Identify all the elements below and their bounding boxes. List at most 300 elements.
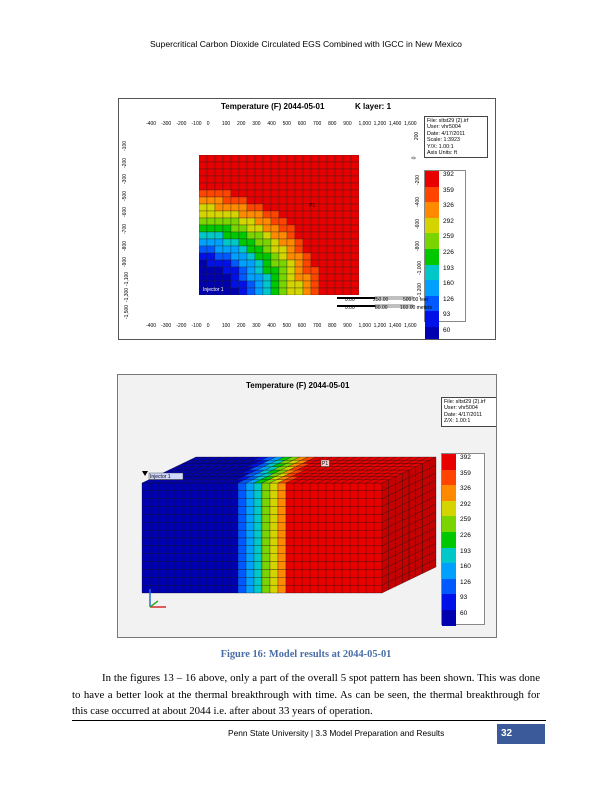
grid-cell	[231, 155, 239, 162]
front-face-cell	[142, 491, 150, 499]
front-face-cell	[366, 522, 374, 530]
grid-cell	[327, 232, 335, 239]
grid-cell	[311, 232, 319, 239]
grid-cell	[335, 183, 343, 190]
grid-cell	[335, 197, 343, 204]
grid-cell	[335, 176, 343, 183]
front-face-cell	[182, 507, 190, 515]
grid-cell	[319, 225, 327, 232]
front-face-cell	[334, 483, 342, 491]
front-face-cell	[278, 514, 286, 522]
x-tick-label: 1,200	[373, 323, 387, 329]
grid-cell	[351, 239, 359, 246]
grid-cell	[271, 246, 279, 253]
front-face-cell	[278, 522, 286, 530]
grid-cell	[295, 190, 303, 197]
grid-cell	[295, 169, 303, 176]
grid-cell	[319, 218, 327, 225]
front-face-cell	[214, 546, 222, 554]
front-face-cell	[342, 585, 350, 593]
grid-cell	[343, 288, 351, 295]
front-face-cell	[238, 483, 246, 491]
grid-cell	[231, 232, 239, 239]
front-face-cell	[182, 554, 190, 562]
grid-cell	[311, 155, 319, 162]
grid-cell	[335, 260, 343, 267]
grid-cell	[239, 176, 247, 183]
front-face-cell	[310, 530, 318, 538]
grid-cell	[295, 246, 303, 253]
grid-cell	[303, 211, 311, 218]
front-face-cell	[342, 546, 350, 554]
grid-cell	[327, 169, 335, 176]
grid-cell	[279, 253, 287, 260]
front-face-cell	[294, 554, 302, 562]
front-face-cell	[286, 499, 294, 507]
grid-cell	[343, 204, 351, 211]
front-face-cell	[278, 569, 286, 577]
front-face-cell	[342, 514, 350, 522]
y-tick-label: -1,000	[417, 260, 424, 276]
grid-cell	[231, 225, 239, 232]
grid-cell	[287, 176, 295, 183]
grid-cell	[255, 246, 263, 253]
layer-label: K layer: 1	[355, 102, 392, 111]
x-tick-label: 0	[206, 323, 210, 329]
front-face-cell	[246, 577, 254, 585]
x-tick-label: -400	[146, 323, 157, 329]
grid-cell	[199, 169, 207, 176]
grid-cell	[207, 183, 215, 190]
grid-cell	[311, 169, 319, 176]
grid-cell	[287, 155, 295, 162]
grid-cell	[343, 162, 351, 169]
x-tick-label: 200	[237, 121, 246, 127]
grid-cell	[271, 274, 279, 281]
grid-cell	[223, 288, 231, 295]
legend-swatch	[425, 265, 439, 281]
grid-cell	[223, 162, 231, 169]
front-face-cell	[270, 507, 278, 515]
injector-label-3d: Injector 1	[150, 474, 171, 480]
front-face-cell	[222, 569, 230, 577]
grid-cell	[263, 274, 271, 281]
grid-cell	[215, 239, 223, 246]
front-face-cell	[350, 507, 358, 515]
grid-cell	[343, 274, 351, 281]
grid-cell	[287, 183, 295, 190]
x-tick-label: 500	[282, 121, 291, 127]
front-face-cell	[318, 483, 326, 491]
grid-cell	[287, 162, 295, 169]
front-face-cell	[326, 499, 334, 507]
front-face-cell	[366, 562, 374, 570]
front-face-cell	[318, 577, 326, 585]
grid-cell	[311, 267, 319, 274]
y-tick-label: -100	[122, 140, 129, 152]
grid-cell	[335, 274, 343, 281]
front-face-cell	[206, 522, 214, 530]
front-face-cell	[214, 577, 222, 585]
front-face-cell	[262, 499, 270, 507]
legend-label: 392	[443, 171, 454, 178]
x-tick-label: 1,600	[404, 121, 417, 127]
front-face-cell	[326, 569, 334, 577]
front-face-cell	[342, 483, 350, 491]
front-face-cell	[150, 491, 158, 499]
front-face-cell	[158, 483, 166, 491]
front-face-cell	[326, 585, 334, 593]
scale-label-0m: 0.00	[345, 305, 355, 311]
front-face-cell	[150, 562, 158, 570]
scale-label-500ft: 500.00 feet	[403, 297, 429, 303]
front-face-cell	[294, 514, 302, 522]
grid-cell	[215, 183, 223, 190]
front-face-cell	[246, 538, 254, 546]
grid-cell	[207, 225, 215, 232]
grid-cell	[247, 176, 255, 183]
grid-cell	[279, 197, 287, 204]
grid-cell	[287, 246, 295, 253]
front-face-cell	[230, 585, 238, 593]
front-face-cell	[310, 522, 318, 530]
grid-cell	[207, 218, 215, 225]
grid-cell	[207, 267, 215, 274]
front-face-cell	[214, 585, 222, 593]
grid-cell	[263, 155, 271, 162]
legend-3d-label: 359	[460, 469, 471, 477]
grid-cell	[231, 190, 239, 197]
grid-cell	[303, 281, 311, 288]
front-face-cell	[142, 483, 150, 491]
front-face-cell	[238, 585, 246, 593]
grid-cell	[351, 281, 359, 288]
grid-cell	[239, 288, 247, 295]
front-face-cell	[294, 538, 302, 546]
x-tick-label: 700	[312, 323, 322, 329]
front-face-cell	[342, 538, 350, 546]
front-face-cell	[366, 530, 374, 538]
front-face-cell	[150, 522, 158, 530]
grid-cell	[199, 246, 207, 253]
front-face-cell	[318, 522, 326, 530]
front-face-cell	[374, 562, 382, 570]
front-face-cell	[142, 507, 150, 515]
grid-cell	[263, 204, 271, 211]
legend-label: 226	[443, 248, 454, 256]
grid-cell	[287, 267, 295, 274]
front-face-cell	[222, 562, 230, 570]
front-face-cell	[294, 530, 302, 538]
grid-cell	[303, 155, 311, 162]
front-face-cell	[366, 538, 374, 546]
front-face-cell	[326, 562, 334, 570]
grid-cell	[311, 218, 319, 225]
front-face-cell	[238, 577, 246, 585]
grid-cell	[327, 211, 335, 218]
grid-cell	[207, 197, 215, 204]
front-face-cell	[318, 530, 326, 538]
grid-cell	[247, 204, 255, 211]
grid-cell	[239, 232, 247, 239]
front-face-cell	[174, 554, 182, 562]
x-tick-label: 400	[267, 121, 276, 127]
x-tick-label: -100	[191, 121, 202, 127]
front-face-cell	[230, 507, 238, 515]
grid-cell	[223, 190, 231, 197]
legend-swatch	[425, 280, 439, 296]
front-face-cell	[262, 562, 270, 570]
grid-cell	[351, 155, 359, 162]
front-face-cell	[190, 577, 198, 585]
front-face-cell	[190, 538, 198, 546]
front-face-cell	[278, 530, 286, 538]
grid-cell	[351, 218, 359, 225]
x-tick-label: 100	[221, 323, 231, 329]
front-face-cell	[278, 538, 286, 546]
front-face-cell	[230, 483, 238, 491]
front-face-cell	[358, 562, 366, 570]
front-face-cell	[350, 569, 358, 577]
grid-cell	[287, 197, 295, 204]
front-face-cell	[262, 585, 270, 593]
grid-cell	[223, 253, 231, 260]
grid-cell	[215, 155, 223, 162]
x-tick-label: 400	[267, 323, 276, 329]
front-face-cell	[174, 546, 182, 554]
grid-cell	[215, 253, 223, 260]
info-3d-line: Z/X: 1.00:1	[444, 418, 471, 425]
front-face-cell	[310, 514, 318, 522]
grid-cell	[279, 162, 287, 169]
front-face-cell	[222, 522, 230, 530]
grid-cell	[335, 267, 343, 274]
front-face-cell	[286, 562, 294, 570]
front-face-cell	[150, 546, 158, 554]
grid-cell	[255, 225, 263, 232]
front-face-cell	[310, 491, 318, 499]
grid-cell	[319, 211, 327, 218]
grid-cell	[295, 274, 303, 281]
grid-cell	[335, 281, 343, 288]
grid-cell	[231, 246, 239, 253]
front-face-cell	[214, 522, 222, 530]
front-face-cell	[334, 491, 342, 499]
grid-cell	[335, 169, 343, 176]
grid-cell	[199, 218, 207, 225]
grid-cell	[327, 176, 335, 183]
front-face-cell	[278, 577, 286, 585]
front-face-cell	[334, 522, 342, 530]
front-face-cell	[190, 530, 198, 538]
grid-cell	[335, 204, 343, 211]
front-face-cell	[246, 546, 254, 554]
temperature-3d-figure	[117, 374, 497, 638]
front-face-cell	[262, 483, 270, 491]
front-face-cell	[206, 546, 214, 554]
grid-cell	[279, 274, 287, 281]
front-face-cell	[190, 499, 198, 507]
info-line: User: vhr5004	[427, 124, 461, 131]
grid-cell	[279, 288, 287, 295]
front-face-cell	[222, 554, 230, 562]
front-face-cell	[246, 483, 254, 491]
grid-cell	[319, 176, 327, 183]
grid-cell	[207, 169, 215, 176]
legend-3d-swatch	[442, 579, 456, 595]
grid-cell	[255, 176, 263, 183]
front-face-cell	[166, 569, 174, 577]
grid-cell	[287, 281, 295, 288]
grid-cell	[279, 204, 287, 211]
legend-3d-swatch	[442, 532, 456, 548]
grid-cell	[279, 246, 287, 253]
grid-cell	[239, 246, 247, 253]
front-face-cell	[182, 538, 190, 546]
front-face-cell	[358, 499, 366, 507]
front-face-cell	[166, 507, 174, 515]
front-face-cell	[318, 569, 326, 577]
grid-cell	[327, 267, 335, 274]
grid-cell	[311, 211, 319, 218]
front-face-cell	[230, 522, 238, 530]
front-face-cell	[206, 491, 214, 499]
front-face-cell	[246, 554, 254, 562]
front-face-cell	[342, 554, 350, 562]
front-face-cell	[294, 483, 302, 491]
front-face-cell	[366, 507, 374, 515]
grid-cell	[223, 239, 231, 246]
front-face-cell	[310, 483, 318, 491]
front-face-cell	[334, 585, 342, 593]
grid-cell	[239, 204, 247, 211]
front-face-cell	[302, 562, 310, 570]
front-face-cell	[238, 491, 246, 499]
front-face-cell	[198, 499, 206, 507]
grid-cell	[287, 232, 295, 239]
grid-cell	[351, 274, 359, 281]
grid-cell	[351, 183, 359, 190]
legend-label: 93	[443, 311, 451, 319]
y-tick-label: -1,500	[124, 304, 131, 320]
grid-cell	[303, 183, 311, 190]
grid-cell	[239, 183, 247, 190]
front-face-cell	[318, 491, 326, 499]
front-face-cell	[166, 522, 174, 530]
grid-cell	[271, 288, 279, 295]
front-face-cell	[214, 554, 222, 562]
grid-cell	[327, 274, 335, 281]
front-face-cell	[158, 569, 166, 577]
grid-cell	[279, 260, 287, 267]
grid-cell	[255, 211, 263, 218]
front-face-cell	[254, 522, 262, 530]
front-face-cell	[366, 483, 374, 491]
front-face-cell	[198, 538, 206, 546]
grid-cell	[199, 260, 207, 267]
x-tick-label: 900	[343, 323, 352, 329]
front-face-cell	[350, 554, 358, 562]
grid-cell	[295, 225, 303, 232]
legend-3d-label: 259	[460, 516, 471, 524]
grid-cell	[263, 267, 271, 274]
front-face-cell	[150, 530, 158, 538]
y-tick-label: -300	[122, 174, 129, 185]
front-face-cell	[246, 562, 254, 570]
info-line: File: sltst29 (2).irf	[427, 118, 469, 124]
running-header: Supercritical Carbon Dioxide Circulated EGS Combined with IGCC in New Mexico	[150, 39, 462, 49]
front-face-cell	[310, 585, 318, 593]
front-face-cell	[358, 514, 366, 522]
front-face-cell	[374, 538, 382, 546]
front-face-cell	[142, 562, 150, 570]
grid-cell	[255, 267, 263, 274]
front-face-cell	[326, 577, 334, 585]
front-face-cell	[262, 554, 270, 562]
grid-cell	[263, 176, 271, 183]
grid-cell	[319, 267, 327, 274]
front-face-cell	[254, 577, 262, 585]
grid-cell	[295, 260, 303, 267]
front-face-cell	[358, 522, 366, 530]
grid-cell	[231, 204, 239, 211]
grid-cell	[263, 190, 271, 197]
grid-cell	[311, 176, 319, 183]
front-face-cell	[374, 569, 382, 577]
front-face-cell	[374, 546, 382, 554]
y-tick-label: -700	[122, 223, 129, 235]
front-face-cell	[302, 569, 310, 577]
y-tick-label: -200	[415, 174, 422, 186]
front-face-cell	[334, 530, 342, 538]
grid-cell	[247, 190, 255, 197]
grid-cell	[231, 162, 239, 169]
front-face-cell	[294, 577, 302, 585]
front-face-cell	[278, 499, 286, 507]
front-face-cell	[174, 483, 182, 491]
front-face-cell	[238, 514, 246, 522]
front-face-cell	[302, 483, 310, 491]
front-face-cell	[302, 538, 310, 546]
grid-cell	[311, 288, 319, 295]
front-face-cell	[262, 522, 270, 530]
grid-cell	[319, 239, 327, 246]
grid-cell	[223, 232, 231, 239]
grid-cell	[319, 155, 327, 162]
grid-cell	[295, 211, 303, 218]
grid-cell	[231, 218, 239, 225]
grid-cell	[255, 232, 263, 239]
grid-cell	[271, 169, 279, 176]
grid-cell	[327, 239, 335, 246]
front-face-cell	[366, 585, 374, 593]
y-tick-label: -400	[415, 196, 422, 208]
grid-cell	[335, 211, 343, 218]
grid-cell	[303, 274, 311, 281]
front-face-cell	[342, 507, 350, 515]
front-face-cell	[142, 530, 150, 538]
front-face-cell	[174, 514, 182, 522]
grid-cell	[327, 183, 335, 190]
legend-label: 160	[443, 280, 454, 288]
front-face-cell	[246, 491, 254, 499]
front-face-cell	[254, 546, 262, 554]
y-tick-label: -200	[122, 157, 129, 168]
front-face-cell	[190, 514, 198, 522]
grid-cell	[343, 155, 351, 162]
grid-cell	[351, 176, 359, 183]
grid-cell	[351, 288, 359, 295]
